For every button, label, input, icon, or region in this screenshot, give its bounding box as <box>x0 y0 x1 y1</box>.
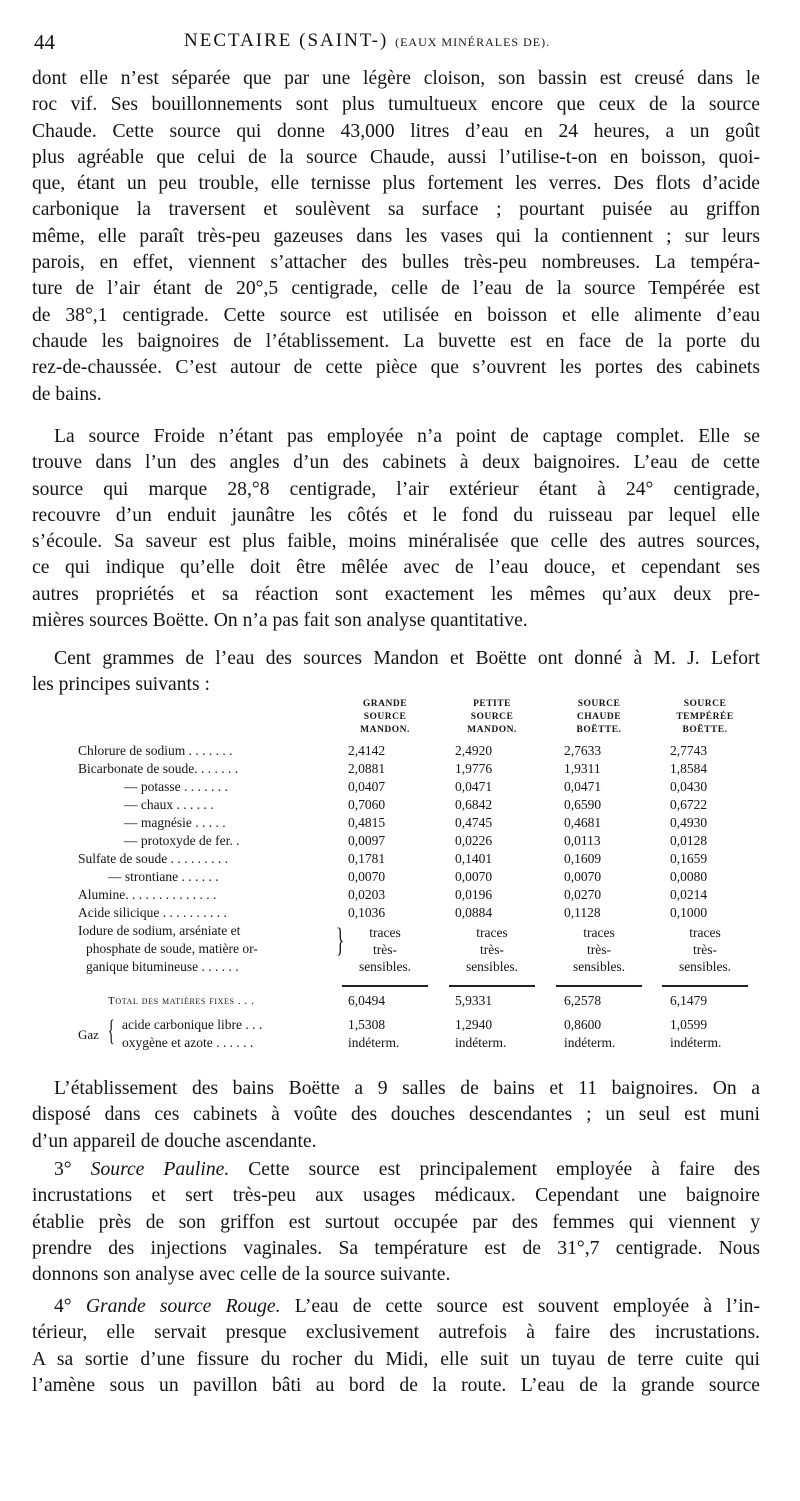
cell: 0,0070 <box>564 869 602 884</box>
section-number: 3° <box>54 1159 72 1180</box>
cell: 0,0471 <box>455 779 493 794</box>
running-header <box>34 30 764 60</box>
column-header: PETITE SOURCE MANDON. <box>467 699 517 735</box>
page-number: 44 <box>34 30 55 54</box>
text-line: chaude les baignoires de l’établissement. La buvette est en face de la porte du <box>32 330 760 352</box>
text-line: donnons son analyse avec celle de la source suivante. <box>32 1264 451 1286</box>
text-run: Cette source est principalement employée à faire des <box>229 1159 760 1180</box>
cell: 2,0881 <box>348 761 386 776</box>
cell: 0,0226 <box>455 833 493 848</box>
cell: 0,0113 <box>564 833 601 848</box>
text-line: trouve dans l’un des angles d’un des cabinets à deux baignoires. L’eau de cette <box>32 452 760 474</box>
running-title <box>184 30 550 52</box>
cell: 0,1659 <box>670 851 708 866</box>
text-line: La source Froide n’étant pas employée n’a point de captage complet. Elle se <box>54 426 760 447</box>
sum-rule <box>662 985 748 987</box>
text-line: parois, en effet, viennent s’attacher des bulles très-peu nombreuses. La tempéra- <box>32 252 760 274</box>
cell: 2,7743 <box>670 743 708 758</box>
column-header: SOURCE TEMPÉRÉE BOËTTE. <box>676 699 734 735</box>
cell: 0,6842 <box>455 797 493 812</box>
cell: 0,0070 <box>455 869 493 884</box>
text-line: l’amène sous un pavillon bâti au bord de la route. L’eau de la grande source <box>32 1374 760 1396</box>
section-title: Source Pauline. <box>90 1159 230 1180</box>
cell: 0,7060 <box>348 797 386 812</box>
cell-traces: traces très- sensibles. <box>465 925 519 974</box>
text-line: L’établissement des bains Boëtte a 9 salles de bains et 11 baignoires. On a <box>54 1078 760 1099</box>
cell: 0,0430 <box>670 779 708 794</box>
cell: 0,0884 <box>455 905 493 920</box>
cell: 1,9776 <box>455 761 493 776</box>
text-line: roc vif. Ses bouillonnements sont plus tumultueux encore que ceux de la source <box>32 94 760 116</box>
cell: 0,8600 <box>564 1017 602 1032</box>
paragraph-5 <box>32 1157 760 1288</box>
sum-rule <box>449 985 535 987</box>
text-line <box>32 1294 760 1320</box>
row-label: Bicarbonate de soude. . . . . . . <box>78 761 239 776</box>
running-title-main: NECTAIRE (SAINT-) <box>184 30 389 51</box>
cell: 6,0494 <box>348 993 386 1008</box>
cell: 6,1479 <box>670 993 708 1008</box>
text-line: incrustations et sert très-peu aux usages médicaux. Cependant une baignoire <box>32 1185 760 1207</box>
text-line: rez-de-chaussée. C’est autour de cette pièce que s’ouvrent les portes des cabinets <box>32 357 760 379</box>
cell: 0,4930 <box>670 815 708 830</box>
text-line: s’écoule. Sa saveur est plus faible, moins minéralisée que celle des autres sources, <box>32 531 760 553</box>
cell: 0,0203 <box>348 887 386 902</box>
cell-traces: traces très- sensibles. <box>358 925 412 974</box>
text-line: Chaude. Cette source qui donne 43,000 litres d’eau en 24 heures, a un goût <box>32 120 760 142</box>
cell: 5,9331 <box>455 993 493 1008</box>
cell: 0,1401 <box>455 851 493 866</box>
row-label: Alumine. . . . . . . . . . . . . . <box>78 887 217 902</box>
cell: 0,0407 <box>348 779 386 794</box>
cell: 0,1609 <box>564 851 602 866</box>
running-title-sub: (EAUX MINÉRALES DE). <box>395 35 551 49</box>
cell: indéterm. <box>348 1035 400 1050</box>
section-title: Grande source Rouge. <box>85 1296 281 1317</box>
paragraph-1 <box>32 66 760 408</box>
text-line: autres propriétés et sa réaction sont exactement les mêmes qu’aux deux pre- <box>32 583 760 605</box>
text-line: plus agréable que celui de la source Chaude, aussi l’utilise-t-on en boisson, quoi- <box>32 146 760 168</box>
cell: 0,6590 <box>564 797 602 812</box>
text-line: établie près de son griffon est surtout occupée par des femmes qui viennent y <box>32 1211 760 1233</box>
text-line: mières sources Boëtte. On n’a pas fait son analyse quantitative. <box>32 610 528 632</box>
cell: indéterm. <box>455 1035 507 1050</box>
cell-traces: traces très- sensibles. <box>678 925 732 974</box>
paragraph-3 <box>32 646 760 699</box>
row-label: Sulfate de soude . . . . . . . . . <box>78 851 228 866</box>
text-line: disposé dans ces cabinets à voûte des douches descendantes ; un seul est muni <box>32 1104 760 1126</box>
cell: 0,0070 <box>348 869 386 884</box>
column-header: SOURCE CHAUDE BOËTTE. <box>576 699 622 735</box>
text-line: prendre des injections vaginales. Sa température est de 31°,7 centigrade. Nous <box>32 1237 760 1259</box>
cell: indéterm. <box>564 1035 616 1050</box>
text-line: les principes suivants : <box>32 674 210 696</box>
cell: 1,5308 <box>348 1017 386 1032</box>
text-line: Cent grammes de l’eau des sources Mandon et Boëtte ont donné à M. J. Lefort <box>54 648 760 669</box>
paragraph-6 <box>32 1294 760 1399</box>
text-line: de bains. <box>32 383 102 405</box>
text-line: recouvre d’un enduit jaunâtre les côtés et le fond du ruisseau par lequel elle <box>32 504 760 526</box>
row-label: — strontiane . . . . . . <box>108 869 219 884</box>
cell: 0,0080 <box>670 869 708 884</box>
cell: 1,0599 <box>670 1017 708 1032</box>
cell: indéterm. <box>670 1035 722 1050</box>
paragraph-2 <box>32 424 760 634</box>
row-label: acide carbonique libre . . . <box>122 1017 263 1032</box>
section-number: 4° <box>54 1296 72 1317</box>
cell: 0,0471 <box>564 779 602 794</box>
cell: 2,4920 <box>455 743 493 758</box>
cell: 2,4142 <box>348 743 386 758</box>
paragraph-4 <box>32 1076 760 1155</box>
left-brace: { <box>107 1014 115 1047</box>
row-label: Chlorure de sodium . . . . . . . <box>78 743 233 758</box>
text-line: carbonique la traversent et soulèvent sa surface ; pourtant puisée au griffon <box>32 199 760 221</box>
cell: 0,0214 <box>670 887 708 902</box>
cell: 0,0128 <box>670 833 708 848</box>
text-line: ce qui indique qu’elle doit être mêlée avec de l’eau douce, et cependant ses <box>32 557 760 579</box>
text-line: que, étant un peu trouble, elle ternisse plus fortement les verres. Des flots d’acide <box>32 173 760 195</box>
text-line <box>32 1157 760 1183</box>
cell: 0,1781 <box>348 851 386 866</box>
row-label: — protoxyde de fer. . <box>124 833 240 848</box>
row-label: Iodure de sodium, arséniate et <box>78 923 241 938</box>
cell: 2,7633 <box>564 743 602 758</box>
text-line: d’un appareil de douche ascendante. <box>32 1130 317 1152</box>
text-line: de 38°,1 centigrade. Cette source est utilisée en boisson et elle alimente d’eau <box>32 304 760 326</box>
row-label: phosphate de soude, matière or- <box>86 941 258 956</box>
cell: 0,1128 <box>564 905 601 920</box>
cell: 0,4745 <box>455 815 493 830</box>
text-line: térieur, elle servait presque exclusivement autrefois à faire des incrustations. <box>32 1322 760 1344</box>
cell-traces: traces très- sensibles. <box>572 925 626 974</box>
cell: 0,4815 <box>348 815 386 830</box>
text-line: A sa sortie d’une fissure du rocher du Midi, elle suit un tuyau de terre cuite qui <box>32 1348 760 1370</box>
right-brace: } <box>336 922 345 959</box>
row-label: — magnésie . . . . . <box>124 815 226 830</box>
cell: 0,0196 <box>455 887 493 902</box>
text-line: dont elle n’est séparée que par une légère cloison, son bassin est creusé dans le <box>32 68 760 89</box>
row-label: oxygène et azote . . . . . . <box>122 1035 254 1050</box>
column-header: GRANDE SOURCE MANDON. <box>360 699 410 735</box>
cell: 1,9311 <box>564 761 601 776</box>
cell: 6,2578 <box>564 993 602 1008</box>
row-label: — chaux . . . . . . <box>124 797 214 812</box>
text-line: même, elle paraît très-peu gazeuses dans les vases qui la contiennent ; sur leurs <box>32 225 760 247</box>
cell: 0,6722 <box>670 797 708 812</box>
text-line: source qui marque 28,°8 centigrade, l’air extérieur étant à 24° centigrade, <box>32 478 760 500</box>
cell: 0,0097 <box>348 833 386 848</box>
gaz-label: Gaz <box>78 1027 99 1042</box>
row-label: — potasse . . . . . . . <box>124 779 228 794</box>
sum-rule <box>342 985 428 987</box>
row-label: ganique bitumineuse . . . . . . <box>86 959 239 974</box>
cell: 0,4681 <box>564 815 602 830</box>
sum-rule <box>556 985 642 987</box>
cell: 1,8584 <box>670 761 708 776</box>
cell: 1,2940 <box>455 1017 493 1032</box>
cell: 0,1000 <box>670 905 708 920</box>
total-label: Total des matières fixes . . . <box>108 995 255 1007</box>
text-line: ture de l’air étant de 20°,5 centigrade, celle de l’eau de la source Tempérée est <box>32 278 760 300</box>
text-run: L’eau de cette source est souvent employée à l’in- <box>280 1296 760 1317</box>
cell: 0,0270 <box>564 887 602 902</box>
row-label: Acide silicique . . . . . . . . . . <box>78 905 227 920</box>
cell: 0,1036 <box>348 905 386 920</box>
